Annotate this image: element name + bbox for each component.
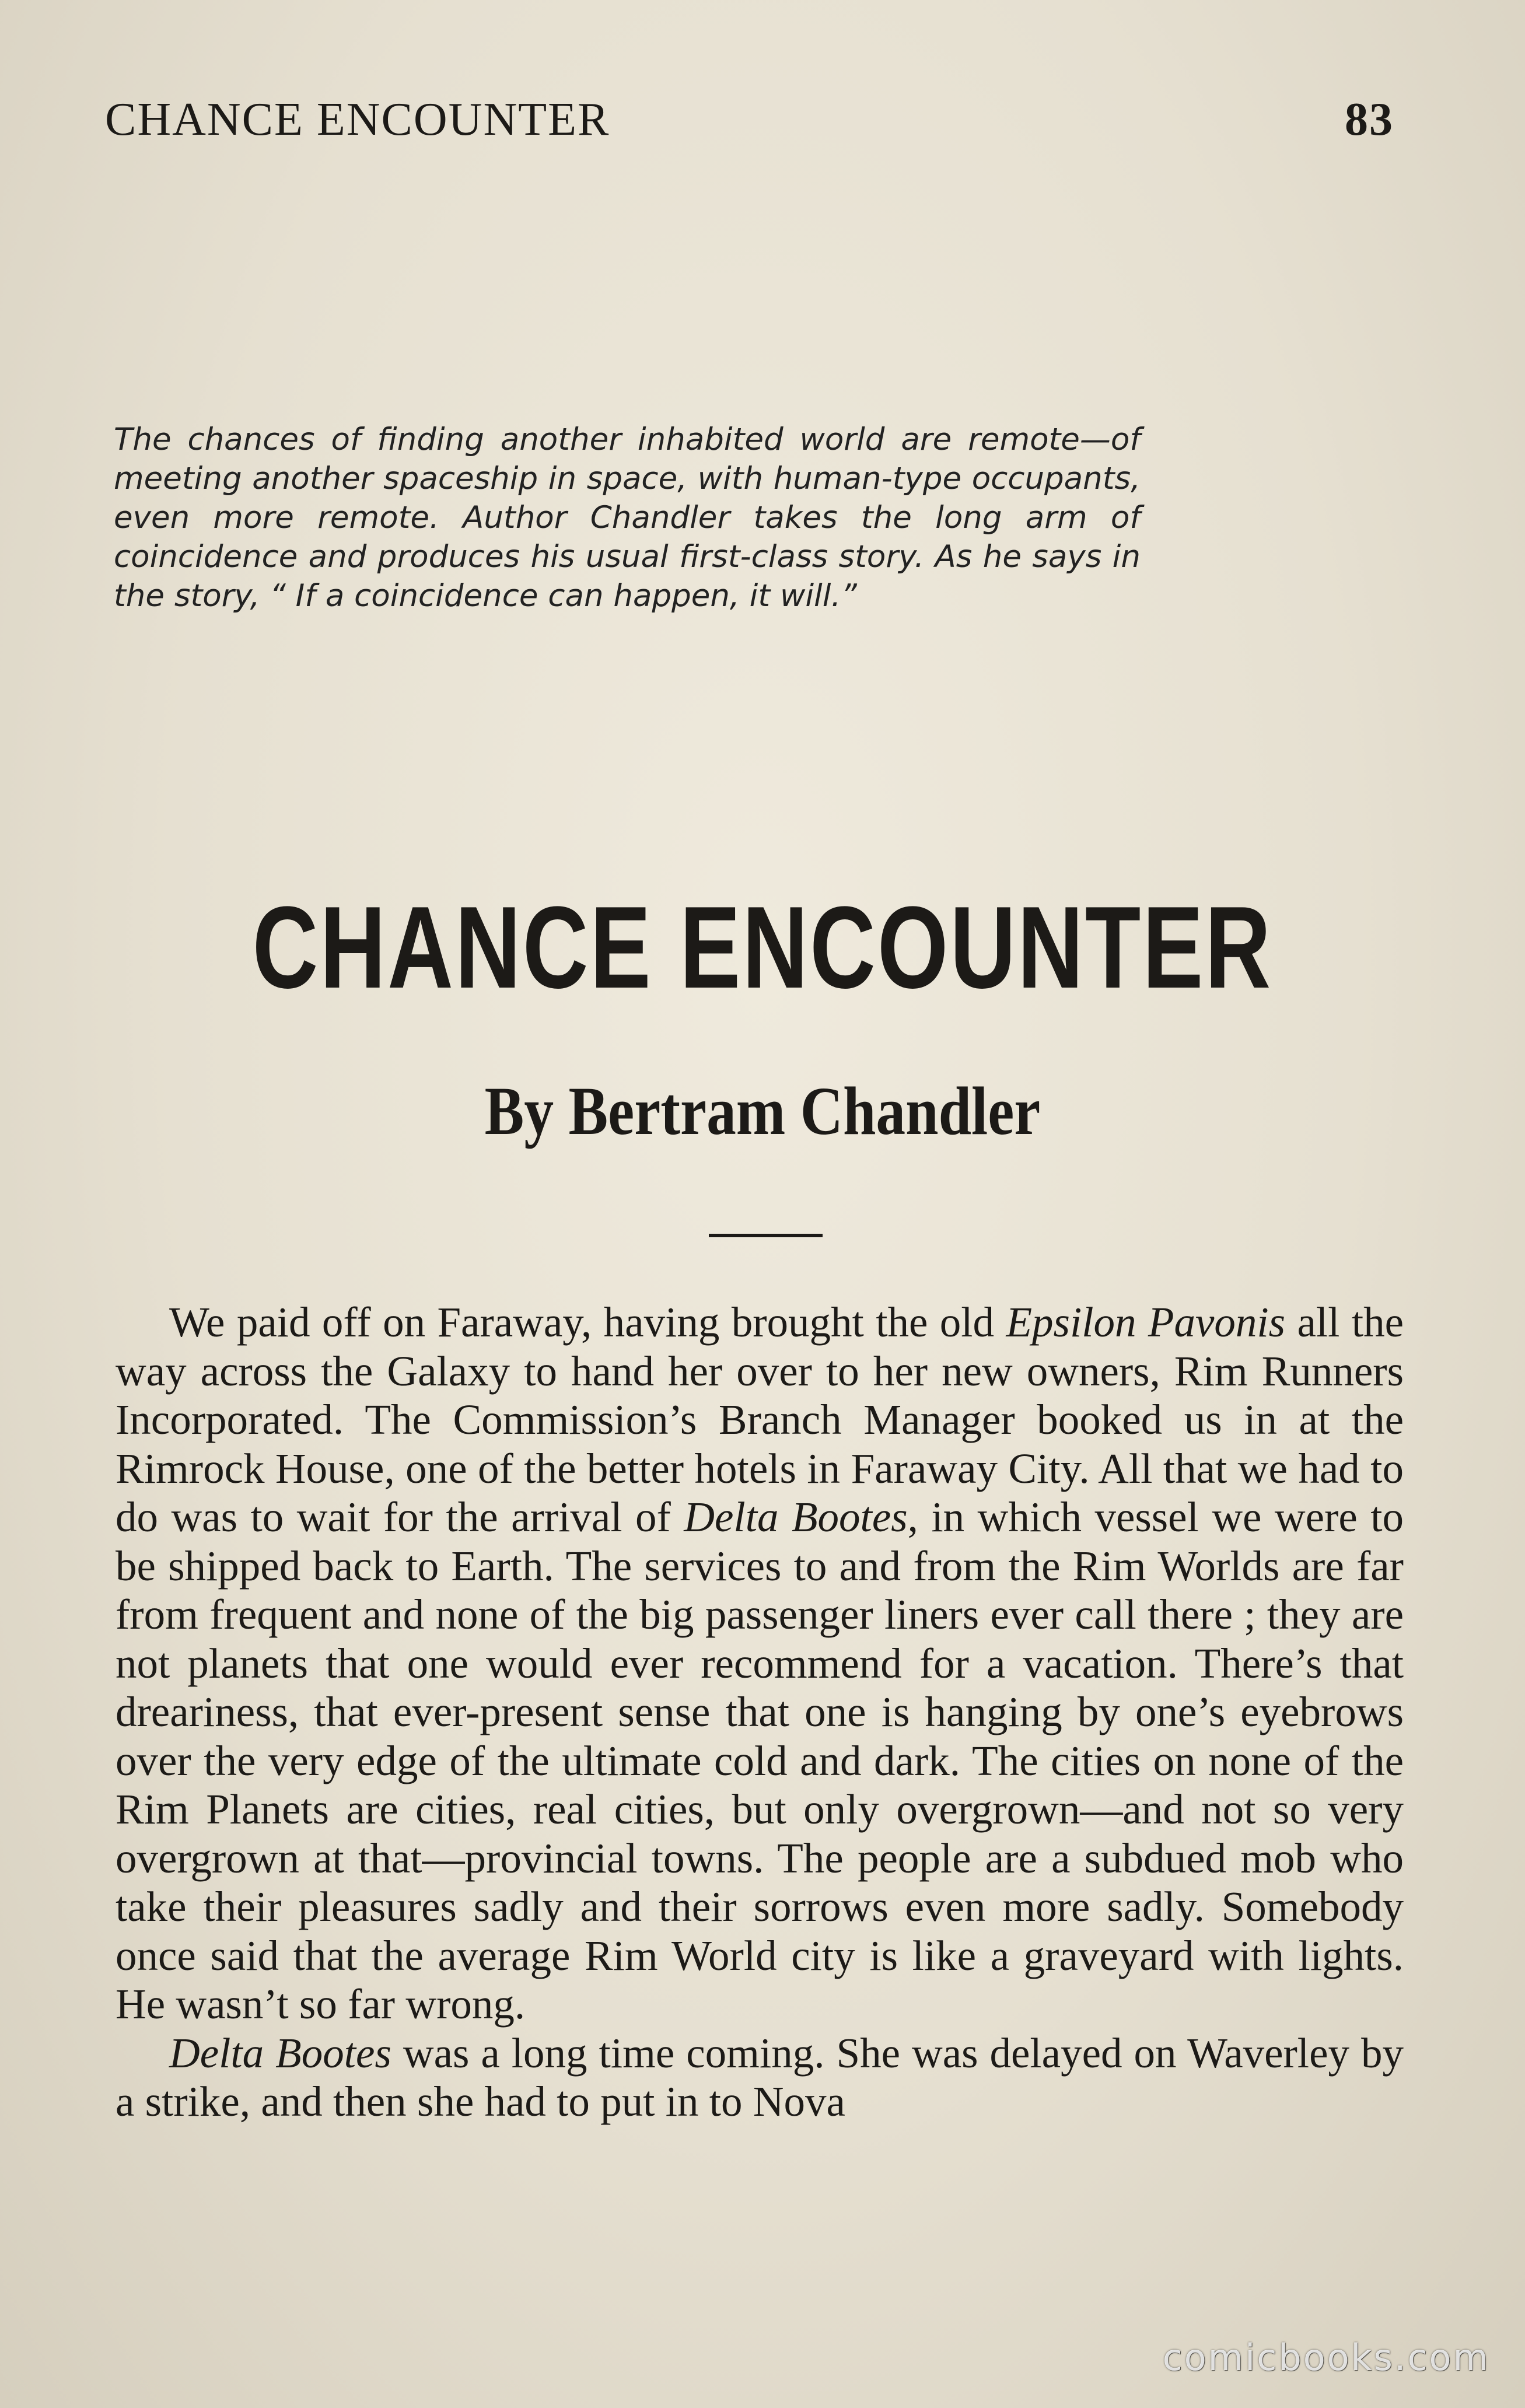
watermark: comicbooks.com	[1162, 2336, 1490, 2379]
story-blurb: The chances of finding another inhabited world are remote—of meeting another spaceship in space, with human-type occupants, even more remote. Author Chandler takes the long arm of coincidence and produces his usual first-class story. As he says in the story, “ If a coincidence can happen, it will.”	[114, 422, 1141, 614]
ship-name-epsilon-pavonis: Epsilon Pavonis	[1006, 1298, 1286, 1346]
ship-name-delta-bootes-2: Delta Bootes	[169, 2029, 391, 2077]
body-p1-text-2: all the way across the Galaxy to hand her over to her new owners, Rim Runners Incorporated. The Commission’s Branch Manager booked us in at the Rimrock House, one of the better hotels in Faraway City. All that we had to do was to wait for the arrival of	[116, 1298, 1404, 1541]
body-p1-text-3: , in which vessel we were to be shipped back to Earth. The services to and from the Rim Worlds are far from frequent and none of the big passenger liners ever call there ; they are not planets that one would ever recommend for a vacation. There’s that dreariness, that ever-present sense that one is hanging by one’s eyebrows over the very edge of the ultimate cold and dark. The cities on none of the Rim Planets are cities, real cities, but only overgrown—and not so very overgrown at that—provincial towns. The people are a subdued mob who take their pleasures sadly and their sorrows even more sadly. Somebody once said that the average Rim World city is like a graveyard with lights. He wasn’t so far wrong.	[116, 1493, 1404, 2028]
body-p1-text-1: We paid off on Faraway, having brought the old	[169, 1298, 1006, 1346]
title-divider-rule	[709, 1234, 823, 1237]
running-head	[105, 88, 1394, 152]
running-head-title: CHANCE ENCOUNTER	[105, 94, 610, 145]
story-title: CHANCE ENCOUNTER	[252, 883, 1273, 1013]
body-paragraph-2	[116, 2029, 1404, 2126]
ship-name-delta-bootes: Delta Bootes	[684, 1493, 908, 1541]
story-byline: By Bertram Chandler	[484, 1073, 1041, 1149]
body-p2-text-1: was a long time coming. She was delayed on Waverley by a strike, and then she had to put in to Nova	[116, 2029, 1404, 2125]
body-paragraph-1	[116, 1298, 1404, 2029]
page-number: 83	[1345, 94, 1394, 145]
story-body	[116, 1298, 1404, 2126]
